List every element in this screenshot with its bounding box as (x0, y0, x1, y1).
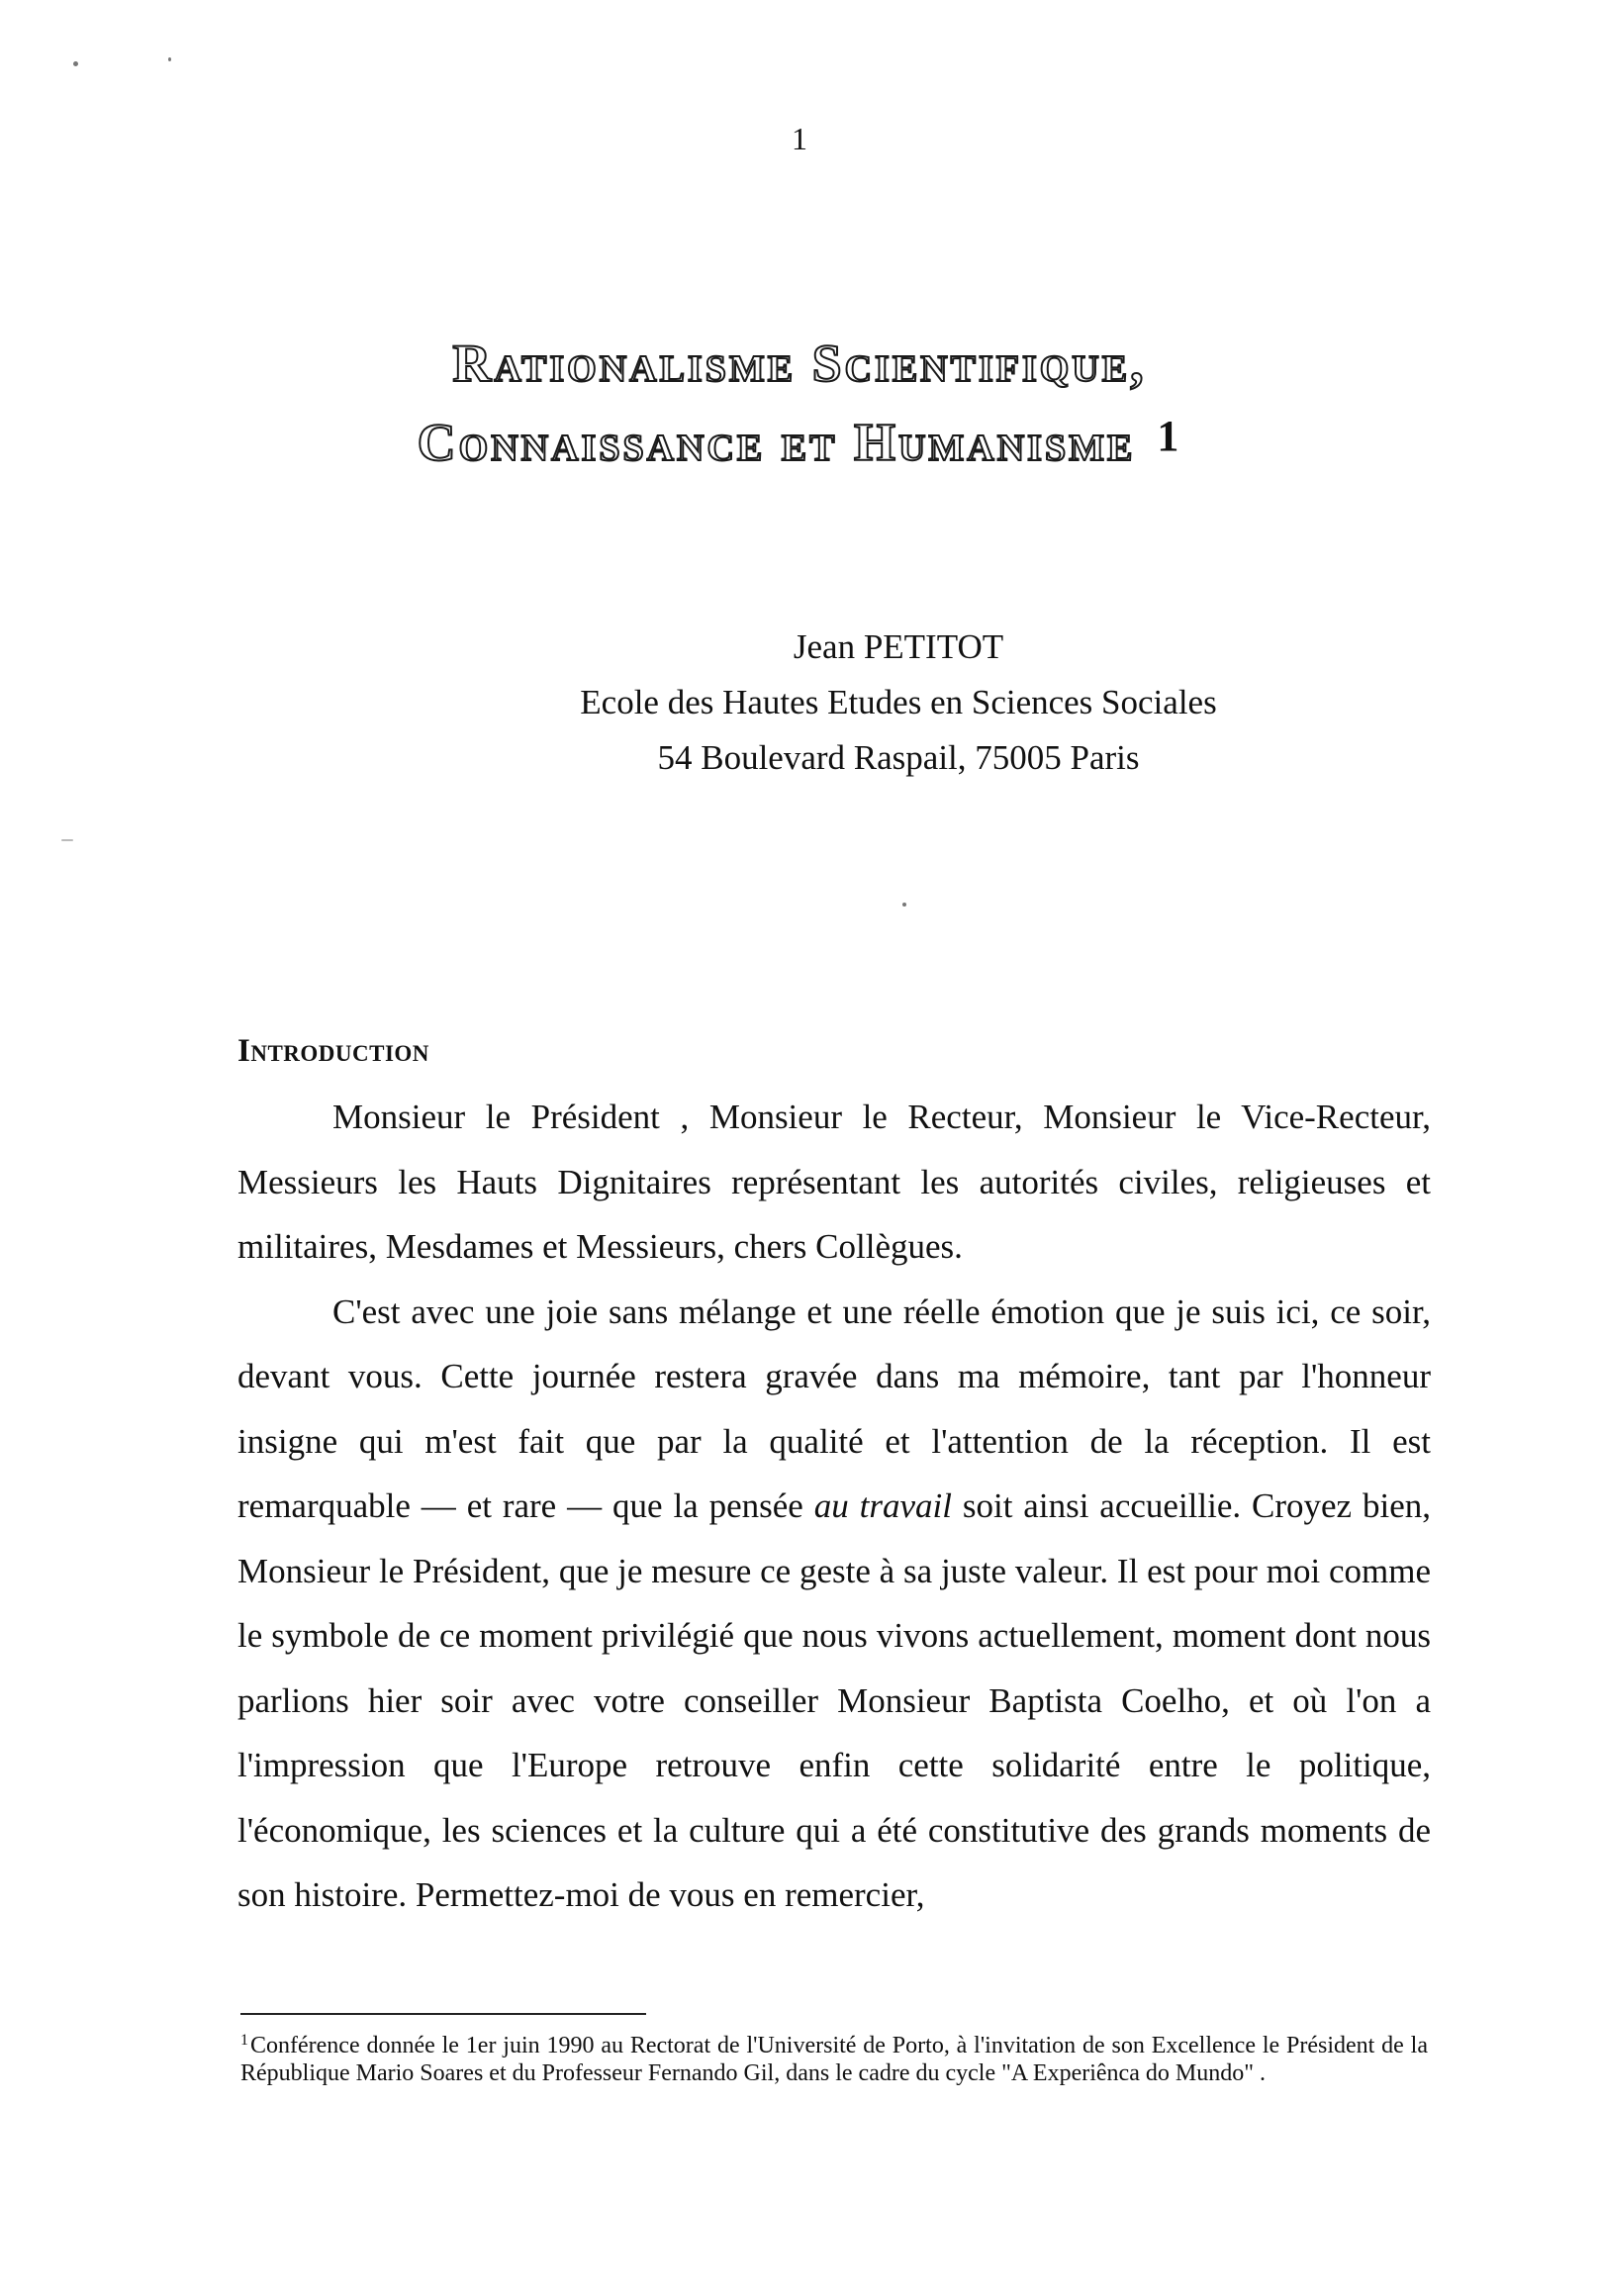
footnote-text: Conférence donnée le 1er juin 1990 au Rectorat de l'Université de Porto, à l'invitation de son Excellence le Président de la République Mario Soares et du Professeur Fernando Gil, dans le cadre du cycle "A Experiênca do Mundo" . (240, 2033, 1428, 2086)
scan-speck (168, 57, 171, 61)
author-address: 54 Boulevard Raspail, 75005 Paris (657, 738, 1140, 777)
title-line-2 (0, 400, 1599, 479)
title-line-1-text: Rationalisme Scientifique, (452, 334, 1147, 393)
title-line-2-text: Connaissance et Humanisme (417, 413, 1136, 472)
paragraph-2-end: soit ainsi accueillie. Croyez bien, Monsieur le Président, que je mesure ce geste à sa juste valeur. Il est pour moi comme le symbole de ce moment privilégié que nous vivons actuellement, moment dont nous parlions hier soir avec votre conseiller Monsieur Baptista Coelho, et où l'on a l'impression que l'Europe retrouve enfin cette solidarité entre le politique, l'économique, les sciences et la culture qui a été constitutive des grands moments de son histoire. Permettez-moi de vous en remercier, (237, 1486, 1431, 1914)
document-title (0, 327, 1599, 479)
author-name: Jean PETITOT (793, 627, 1004, 666)
author-block (0, 620, 1599, 786)
scan-speck (902, 903, 906, 907)
paragraph-1: Monsieur le Président , Monsieur le Recteur, Monsieur le Vice-Recteur, Messieurs les Hauts Dignitaires représentant les autorités civiles, religieuses et militaires, Mesdames et Messieurs, chers Collègues. (237, 1098, 1431, 1266)
footnote (240, 2027, 1428, 2087)
paragraph-2-italic: au travail (813, 1486, 952, 1525)
paragraph-2 (237, 1280, 1431, 1928)
section-heading: Introduction (237, 1033, 429, 1069)
scan-speck (73, 61, 78, 66)
paragraph-2-start: C'est avec une joie sans mélange et une réelle émotion que je suis ici, ce soir, devant vous. Cette journée restera gravée dans ma mémoire, tant par l'honneur insigne qui m'est fait que par la qualité et l'attention de la réception. Il est remarquable — et rare — que la pensée (237, 1292, 1431, 1525)
title-line-1 (0, 327, 1599, 400)
author-affiliation: Ecole des Hautes Etudes en Sciences Sociales (580, 683, 1217, 721)
page-number: 1 (792, 121, 807, 156)
body-text (237, 1085, 1431, 1928)
title-footnote-mark: 1 (1157, 412, 1182, 460)
footnote-divider (240, 2013, 646, 2015)
scan-speck (61, 839, 73, 841)
footnote-mark: 1 (240, 2032, 248, 2049)
